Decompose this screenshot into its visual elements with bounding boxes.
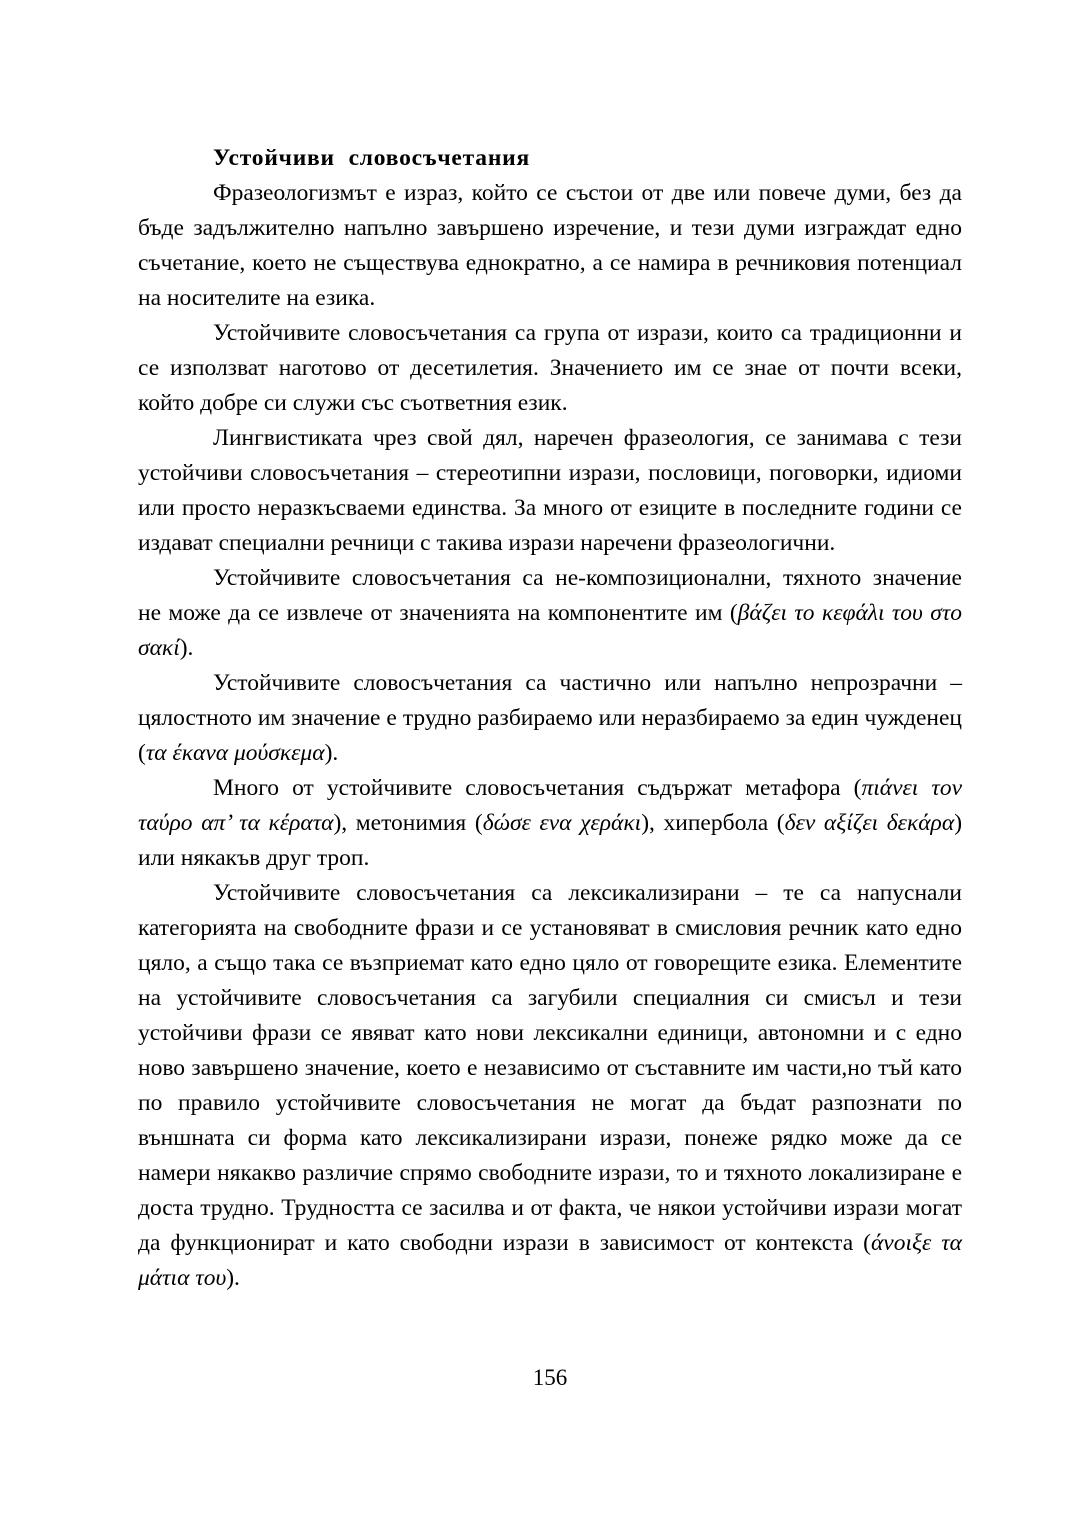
paragraph: [138, 666, 962, 771]
greek-phrase: δώσε ενα χεράκι: [482, 810, 642, 836]
text-segment: Устойчивите словосъчетания са група от изрази, които са традиционни и се използват наготово от десетилетия. Значението им се знае от почти всеки, който добре си служи със съответния език.: [138, 320, 962, 416]
text-segment: Устойчивите словосъчетания са не-композиционални, тяхното значение не може да се извлече от значенията на компонентите им (: [138, 565, 962, 626]
paragraph: [138, 876, 962, 1296]
text-segment: ) или някакъв друг троп.: [138, 810, 963, 871]
text-segment: ).: [324, 740, 339, 766]
text-segment: Фразеологизмът е израз, който се състои от две или повече думи, без да бъде задължително напълно завършено изречение, и тези думи изграждат едно съчетание, което не съществува еднократно, а се намира в речниковия потенциал на носителите на езика.: [138, 180, 962, 311]
paragraph: [138, 561, 962, 666]
page-number: 156: [532, 1365, 568, 1390]
text-segment: ), метонимия (: [333, 810, 483, 836]
section-heading: Устойчиви словосъчетания: [213, 145, 531, 171]
greek-phrase: πιάνει τον ταύρο απ’ τα κέρατα: [138, 775, 962, 836]
greek-phrase: βάζει το κεφάλι του στο σακί: [138, 600, 962, 661]
paragraph: [138, 176, 962, 316]
paragraph: [138, 316, 962, 421]
text-segment: Лингвистиката чрез свой дял, наречен фразеология, се занимава с тези устойчиви словосъчетания – стереотипни изрази, пословици, поговорки, идиоми или просто неразкъсваеми единства. За много от езиците в последните години се издават специални речници с такива изрази наречени фразеологични.: [138, 425, 962, 556]
text-segment: Устойчивите словосъчетания са частично или напълно непрозрачни – цялостното им значение е трудно разбираемо или неразбираемо за един чужденец (: [138, 670, 962, 766]
text-block: [138, 141, 962, 1296]
paragraph: [138, 771, 962, 876]
text-segment: Много от устойчивите словосъчетания съдържат метафора (: [213, 775, 862, 801]
greek-phrase: τα έκανα μούσκεμα: [145, 740, 325, 766]
text-segment: ).: [179, 635, 194, 661]
paragraphs-container: [138, 176, 962, 1296]
greek-phrase: άνοιξε τα μάτια του: [138, 1230, 963, 1291]
text-segment: Устойчивите словосъчетания са лексикализирани – те са напуснали категорията на свободните фрази и се установяват в смисловия речник като едно цяло, а също така се възприемат като едно цяло от говорещите езика. Елементите на устойчивите словосъчетания са загубили специалния си смисъл и тези устойчиви фрази се явяват като нови лексикални единици, автономни и с едно ново завършено значение, което е независимо от съставните им части,но тъй като по правило устойчивите словосъчетания не могат да бъдат разпознати по външната си форма като лексикализирани изрази, понеже рядко може да се намери някакво различие спрямо свободните изрази, то и тяхното локализиране е доста трудно. Трудността се засилва и от факта, че някои устойчиви изрази могат да функционират и като свободни изрази в зависимост от контекста (: [138, 880, 962, 1256]
paragraph: [138, 421, 962, 561]
text-segment: ), хипербола (: [641, 810, 785, 836]
text-segment: ).: [226, 1265, 240, 1291]
greek-phrase: δεν αξίζει δεκάρα: [784, 810, 955, 836]
